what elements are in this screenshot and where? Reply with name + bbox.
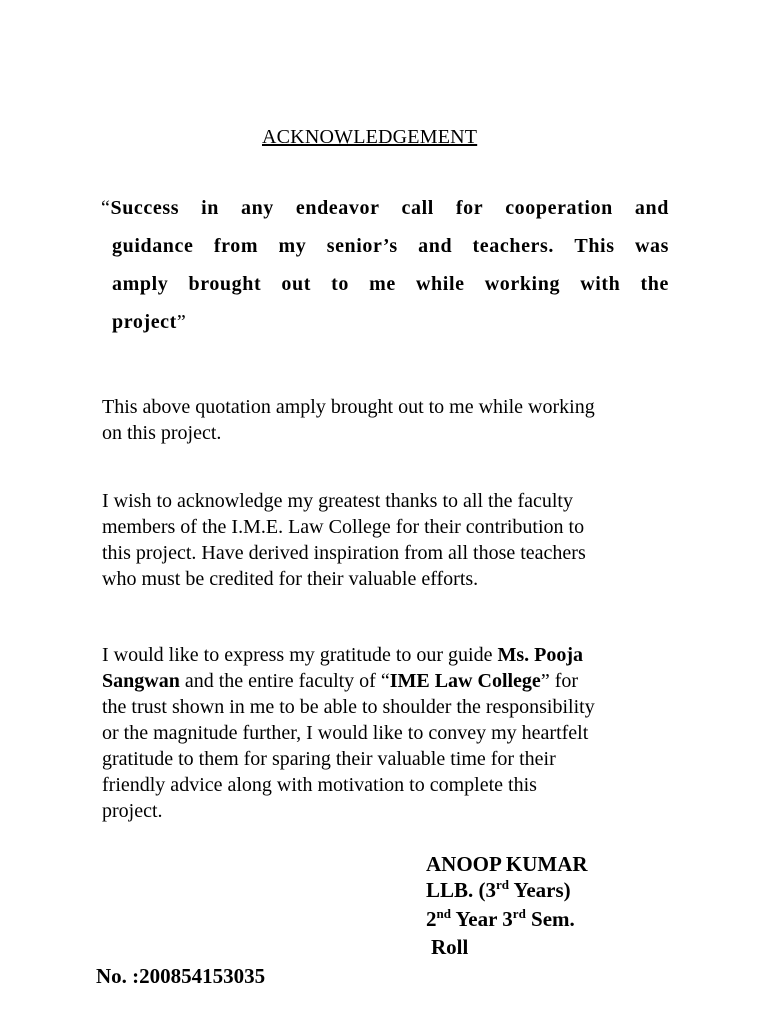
quote-line-2: guidance from my senior’s and teachers. This was	[112, 235, 669, 257]
college-name: IME Law College	[389, 670, 541, 692]
signature-name: ANOOP KUMAR	[426, 852, 588, 876]
quote-line-4: project ”	[112, 311, 187, 333]
paragraph-line: project.	[102, 800, 163, 822]
paragraph-line: who must be credited for their valuable efforts.	[102, 568, 479, 590]
document-title: ACKNOWLEDGEMENT	[262, 126, 478, 148]
guide-name: Ms. Pooja	[497, 644, 584, 666]
signature-course: LLB. (3rd Years)	[426, 877, 571, 902]
guide-surname: Sangwan	[102, 670, 180, 692]
opening-quote-block	[101, 197, 669, 349]
paragraph-line: or the magnitude further, I would like to convey my heartfelt	[102, 722, 589, 744]
signature-roll-label: Roll	[431, 935, 469, 959]
signature-year-semester: 2nd Year 3rd Sem.	[426, 906, 575, 931]
paragraph-line: This above quotation amply brought out to me while working	[102, 396, 595, 418]
quote-line-3: amply brought out to me while working with the	[112, 273, 669, 295]
signature-roll-number: No. :200854153035	[96, 964, 266, 988]
paragraph-line: I would like to express my gratitude to our guide Ms. Pooja	[102, 644, 584, 666]
paragraph-line: Sangwan and the entire faculty of “IME Law College” for	[102, 670, 579, 692]
paragraph-quotation-note	[102, 394, 674, 446]
quote-line-1-words: “Success in any endeavor call for cooperation and	[101, 197, 669, 219]
paragraph-line: I wish to acknowledge my greatest thanks to all the faculty	[102, 490, 573, 512]
paragraph-line: gratitude to them for sparing their valuable time for their	[102, 748, 556, 770]
quote-line-1	[101, 197, 669, 235]
paragraph-line: the trust shown in me to be able to shoulder the responsibility	[102, 696, 595, 718]
paragraph-faculty-thanks	[102, 488, 674, 592]
paragraph-line: friendly advice along with motivation to complete this	[102, 774, 537, 796]
paragraph-line: on this project.	[102, 422, 222, 444]
paragraph-line: this project. Have derived inspiration from all those teachers	[102, 542, 586, 564]
paragraph-line: members of the I.M.E. Law College for their contribution to	[102, 516, 585, 538]
paragraph-guide-gratitude	[102, 642, 674, 824]
